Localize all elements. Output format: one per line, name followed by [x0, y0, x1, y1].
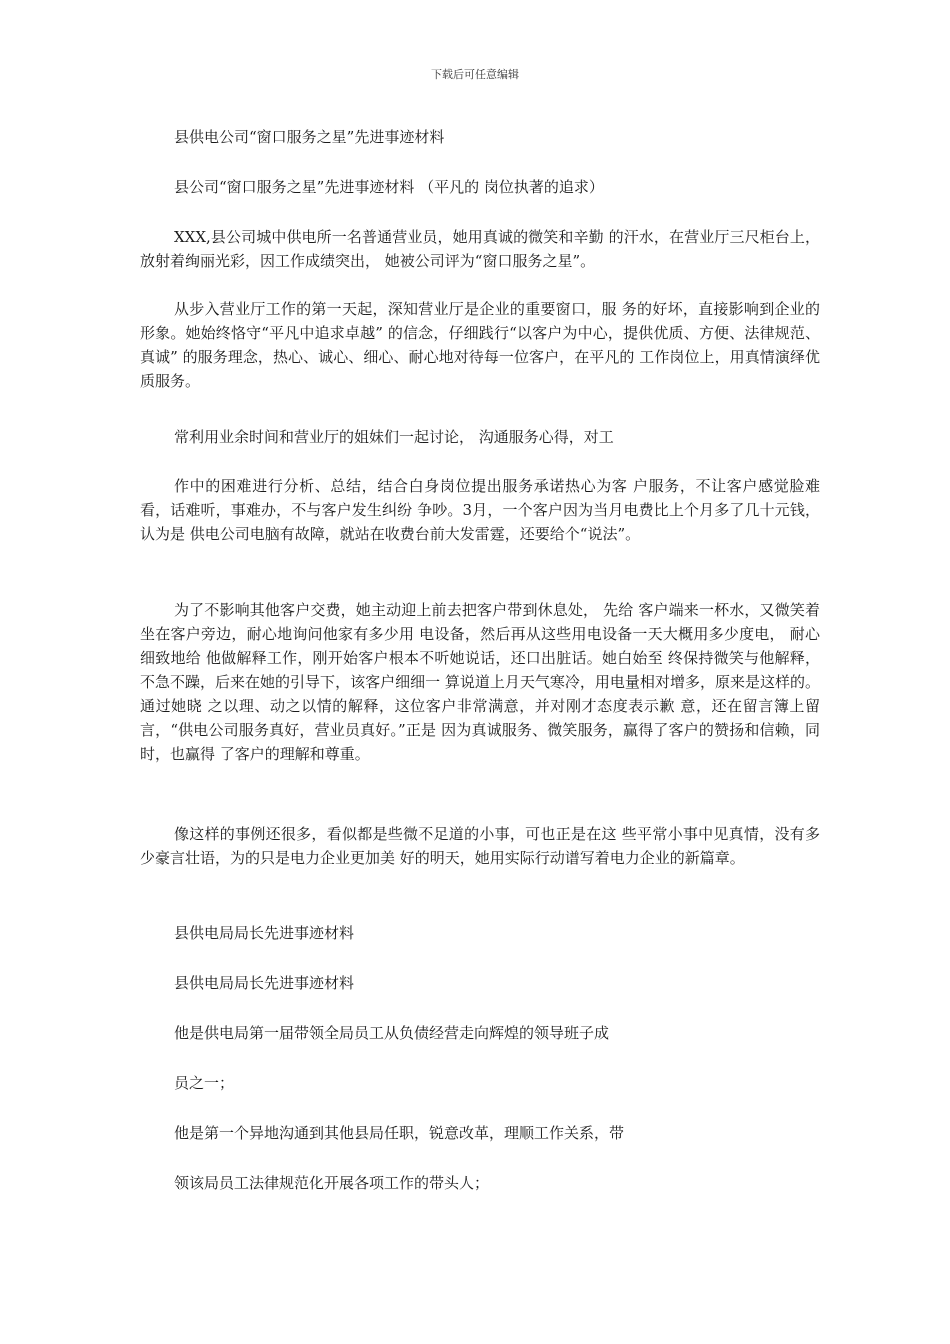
page-header-note: 下载后可任意编辑: [431, 68, 519, 81]
paragraph-customer-story: 为了不影响其他客户交费，她主动迎上前去把客户带到休息处， 先给 客户端来一杯水，又微笑着坐在客户旁边，耐心地询问他家有多少用 电设备，然后再从这些用电设备一天大概用多少度电， 耐心细致地给 他做解释工作，刚开始客户根本不听她说话，还口出脏话。她白始至 终保持微笑与他解释，不急不躁，后来在她的引导下，该客户细细一 算说道上月天气寒冷，用电量相对增多，原来是这样的。通过她晓 之以理、动之以情的解释，这位客户非常满意，并对刚才态度表示歉 意，还在留言簿上留言，“供电公司服务真好，营业员真好。”正是 因为真诚服务、微笑服务，赢得了客户的赞扬和信赖，同时，也赢得 了客户的理解和尊重。: [140, 601, 820, 763]
text-line-3: 他是第一个异地沟通到其他县局任职，锐意改革，理顺工作关系，带: [174, 1124, 625, 1142]
document-subtitle: 县公司“窗口服务之星”先进事迹材料 （平凡的 岗位执著的追求）: [174, 178, 604, 196]
paragraph-service-philosophy: 从步入营业厅工作的第一天起，深知营业厅是企业的重要窗口，服 务的好坏，直接影响到企业的形象。她始终恪守“平凡中追求卓越” 的信念，仔细践行“以客户为中心，提供优质、方便、法律规范、真诚” 的服务理念，热心、诚心、细心、耐心地对待每一位客户，在平凡的 工作岗位上，用真情演绎优质服务。: [140, 300, 820, 390]
section-title: 县供电局局长先进事迹材料: [174, 924, 355, 942]
paragraph-conclusion: 像这样的事例还很多，看似都是些微不足道的小事，可也正是在这 些平常小事中见真情，没有多少豪言壮语，为的只是电力企业更加美 好的明天，她用实际行动谱写着电力企业的新篇章。: [140, 825, 820, 867]
document-title: 县供电公司“窗口服务之星”先进事迹材料: [174, 128, 445, 146]
paragraph-intro: XXX,县公司城中供电所一名普通营业员，她用真诚的微笑和辛勤 的汗水，在营业厅三尺柜台上，放射着绚丽光彩，因工作成绩突出， 她被公司评为“窗口服务之星”。: [140, 228, 820, 270]
section-subtitle: 县供电局局长先进事迹材料: [174, 974, 355, 992]
text-line-2: 员之一；: [174, 1074, 235, 1092]
text-line-1: 他是供电局第一届带领全局员工从负债经营走向辉煌的领导班子成: [174, 1024, 610, 1042]
text-line-4: 领该局员工法律规范化开展各项工作的带头人；: [174, 1174, 490, 1192]
paragraph-discussion: 常利用业余时间和营业厅的姐妹们一起讨论， 沟通服务心得，对工: [174, 428, 614, 446]
paragraph-difficulty: 作中的困难进行分析、总结，结合白身岗位提出服务承诺热心为客 户服务，不让客户感觉脸难看，话难听，事难办，不与客户发生纠纷 争吵。3月，一个客户因为当月电费比上个月多了几十元钱，认为是 供电公司电脑有故障，就站在收费台前大发雷霆，还要给个“说法”。: [140, 477, 820, 543]
